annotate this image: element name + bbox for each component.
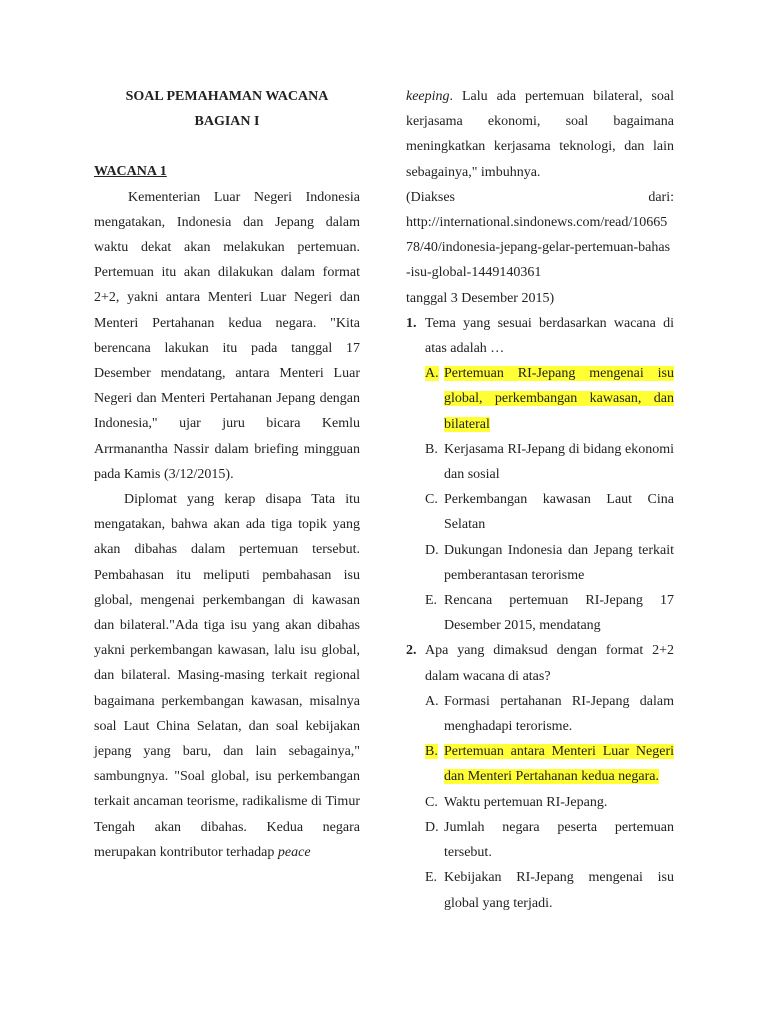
paragraph-2 (94, 487, 360, 865)
option-2d[interactable] (425, 815, 674, 865)
source-label: (Diakses (406, 189, 455, 205)
source-url: http://international.sindonews.com/read/1066578/40/indonesia-jepang-gelar-pertemuan-bahas-isu-global-1449140361 (406, 215, 671, 281)
title-line-2: BAGIAN I (194, 114, 260, 130)
question-1 (406, 311, 674, 639)
paragraph-1: Kementerian Luar Negeri Indonesia mengatakan, Indonesia dan Jepang dalam waktu dekat akan melakukan pertemuan. Pertemuan itu akan dilakukan dalam format 2+2, yakni antara Menteri Luar Negeri dan Menteri Pertahanan kedua negara. "Kita berencana lakukan itu pada tanggal 17 Desember mendatang, antara Menteri Luar Negeri dan Menteri Pertahanan Jepang dengan Indonesia," ujar juru bicara Kemlu Arrmanantha Nassir dalam briefing mingguan pada Kamis (3/12/2015). (94, 189, 360, 482)
option-letter: A. (425, 693, 439, 709)
option-letter: B. (425, 441, 438, 457)
right-column (406, 84, 674, 916)
option-1b[interactable] (425, 437, 674, 487)
option-text: Kerjasama RI-Jepang di bidang ekonomi dan sosial (444, 441, 674, 483)
question-text: Tema yang sesuai berdasarkan wacana di atas adalah … (425, 315, 674, 357)
option-letter: D. (425, 819, 439, 835)
option-1a[interactable] (425, 361, 674, 437)
continuation-italic: keeping (406, 89, 450, 104)
option-text: Jumlah negara peserta pertemuan tersebut. (444, 819, 674, 861)
option-text: Rencana pertemuan RI-Jepang 17 Desember 2015, mendatang (444, 593, 674, 634)
option-letter: C. (425, 492, 438, 508)
paragraph-2-italic: peace (277, 844, 311, 860)
question-number: 1. (406, 315, 417, 331)
wacana-heading: WACANA 1 (94, 164, 167, 180)
paragraph-2-text: Diplomat yang kerap disapa Tata itu mengatakan, bahwa akan ada tiga topik yang akan dibahas dalam pertemuan tersebut. Pembahasan itu meliputi pembahasan isu global, mengenai perkembangan di kawasan dan bilateral."Ada tiga isu yang akan dibahas yakni perkembangan kawasan, lalu isu global, dan bilateral. Masing-masing terkait regional bagaimana perkembangan kawasan, misalnya soal Laut China Selatan, dan soal kebijakan jepang yang baru, dan lain sebagainya," sambungnya. "Soal global, isu perkembangan terkait ancaman teorisme, radikalisme di Timur Tengah akan dibahas. Kedua negara merupakan kontributor terhadap (94, 492, 360, 860)
option-text: Kebijakan RI-Jepang mengenai isu global yang terjadi. (444, 870, 674, 911)
option-2c[interactable] (425, 790, 674, 815)
option-letter: D. (425, 542, 439, 558)
option-2e[interactable] (425, 865, 674, 915)
option-text: Waktu pertemuan RI-Jepang. (444, 794, 608, 810)
option-2a[interactable] (425, 689, 674, 739)
option-letter: E. (425, 593, 438, 609)
title-line-1: SOAL PEMAHAMAN WACANA (125, 89, 329, 104)
question-text: Apa yang dimaksud dengan format 2+2 dalam wacana di atas? (425, 643, 674, 684)
option-text: Perkembangan kawasan Laut Cina Selatan (444, 492, 674, 533)
option-2b[interactable] (425, 739, 674, 789)
option-1e[interactable] (425, 588, 674, 638)
option-text: Formasi pertahanan RI-Jepang dalam menghadapi terorisme. (444, 693, 674, 735)
question-number: 2. (406, 643, 417, 659)
option-letter: B. (425, 744, 438, 760)
option-letter: A. (425, 366, 439, 382)
option-text-highlighted: Pertemuan RI-Jepang mengenai isu global, perkembangan kawasan, dan bilateral (444, 366, 674, 432)
question-1-options (425, 361, 674, 638)
continuation-paragraph (406, 84, 674, 185)
continuation-text: . Lalu ada pertemuan bilateral, soal kerjasama ekonomi, soal bagaimana meningkatkan kerjasama teknologi, dan lain sebagainya," imbuhnya. (406, 89, 674, 180)
option-1d[interactable] (425, 538, 674, 588)
option-letter: C. (425, 794, 438, 810)
left-column (94, 84, 360, 865)
source-date: tanggal 3 Desember 2015) (406, 290, 555, 306)
option-text-highlighted: Pertemuan antara Menteri Luar Negeri dan Menteri Pertahanan kedua negara. (444, 744, 674, 785)
option-letter: E. (425, 870, 438, 886)
question-2 (406, 638, 674, 915)
question-2-options (425, 689, 674, 916)
source-line (406, 185, 674, 210)
question-1-stem (406, 311, 674, 361)
question-2-stem (406, 638, 674, 688)
source-dari: dari: (648, 189, 674, 205)
option-text: Dukungan Indonesia dan Jepang terkait pemberantasan terorisme (444, 542, 674, 583)
option-1c[interactable] (425, 487, 674, 537)
